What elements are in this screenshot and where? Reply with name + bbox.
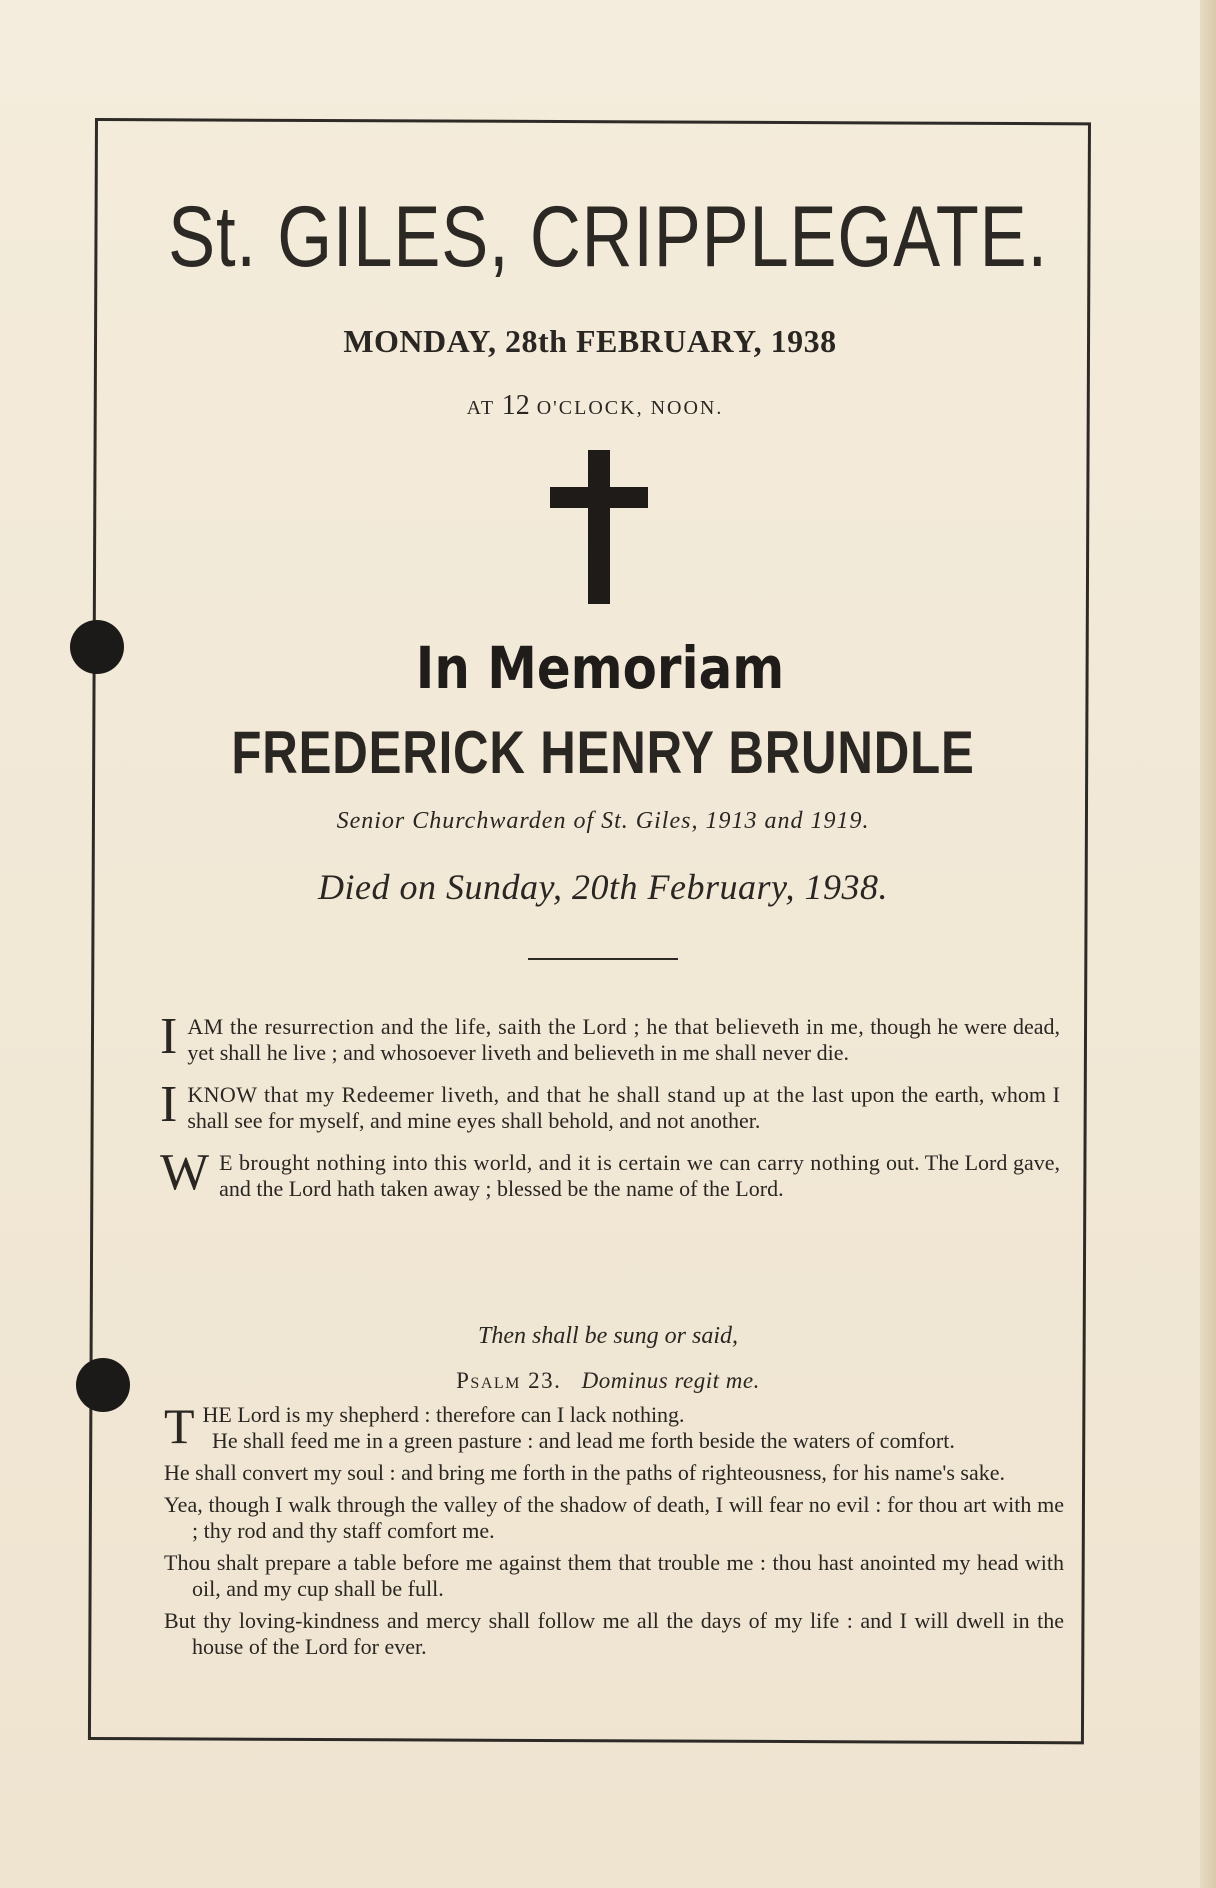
service-date: MONDAY, 28th FEBRUARY, 1938 [343, 323, 837, 359]
psalm-second-line: He shall feed me in a green pasture : and lead me forth beside the waters of comfort. [212, 1428, 955, 1453]
cross-icon [550, 450, 648, 604]
rubric: Then shall be sung or said, [477, 1323, 738, 1349]
deceased-name: FREDERICK HENRY BRUNDLE [231, 719, 975, 786]
service-time [0, 390, 1190, 422]
psalm-verse: But thy loving-kindness and mercy shall follow me all the days of my life : and I will dwell in the house of the Lord for ever. [164, 1608, 1064, 1659]
opening-sentences [160, 1008, 1061, 1218]
deceased-role: Senior Churchwarden of St. Giles, 1913 and 1919. [336, 808, 870, 834]
psalm-verse [164, 1398, 1064, 1454]
page-edge [1200, 0, 1216, 1888]
drop-cap: T [164, 1398, 195, 1454]
sentence-first: KNOW that my Redeemer liveth, and that he shall stand up at the last [187, 1082, 844, 1107]
church-title: St. GILES, CRIPPLEGATE. [168, 189, 1048, 285]
psalm-latin: Dominus regit me. [581, 1368, 760, 1393]
sentence [160, 1076, 1060, 1134]
divider [528, 958, 678, 960]
sentence [160, 1144, 1061, 1202]
time-prefix: AT [466, 397, 495, 419]
psalm-text [164, 1398, 1064, 1666]
sentence-first: E brought nothing into this world, and it is certain we can carry nothing [219, 1150, 881, 1175]
sentence-rest: though he were dead, yet shall he live ; and whosoever liveth and believeth in me shall never die. [187, 1014, 1061, 1065]
death-date: Died on Sunday, 20th February, 1938. [318, 867, 888, 907]
psalm-label: Psalm 23. [456, 1368, 562, 1393]
drop-cap: I [160, 1008, 178, 1065]
psalm-verse: He shall convert my soul : and bring me forth in the paths of righteousness, for his name's sake. [164, 1460, 1006, 1485]
sentence-rest: upon the earth, whom I shall see for myself, and mine eyes shall behold, and not another. [187, 1082, 1060, 1133]
sentence-first: AM the resurrection and the life, saith the Lord ; he that believeth in me, [187, 1014, 865, 1039]
sentence-rest: out. The Lord gave, and the Lord hath taken away ; blessed be the name of the Lord. [219, 1150, 1061, 1201]
psalm-heading [0, 1368, 1216, 1394]
time-suffix: O'CLOCK, NOON. [536, 397, 724, 419]
in-memoriam-heading: In Memoriam [415, 634, 785, 702]
drop-cap: W [160, 1144, 210, 1201]
psalm-verse: Yea, though I walk through the valley of the shadow of death, I will fear no evil : for thou art with me ; thy rod and thy staff comfort me. [164, 1492, 1064, 1543]
sentence [160, 1008, 1061, 1066]
psalm-verse: Thou shalt prepare a table before me against them that trouble me : thou hast anointed my head with oil, and my cup shall be full. [164, 1550, 1064, 1601]
drop-cap: I [160, 1076, 178, 1133]
time-number: 12 [501, 390, 530, 421]
psalm-first-line: HE Lord is my shepherd : therefore can I lack nothing. [202, 1402, 685, 1427]
